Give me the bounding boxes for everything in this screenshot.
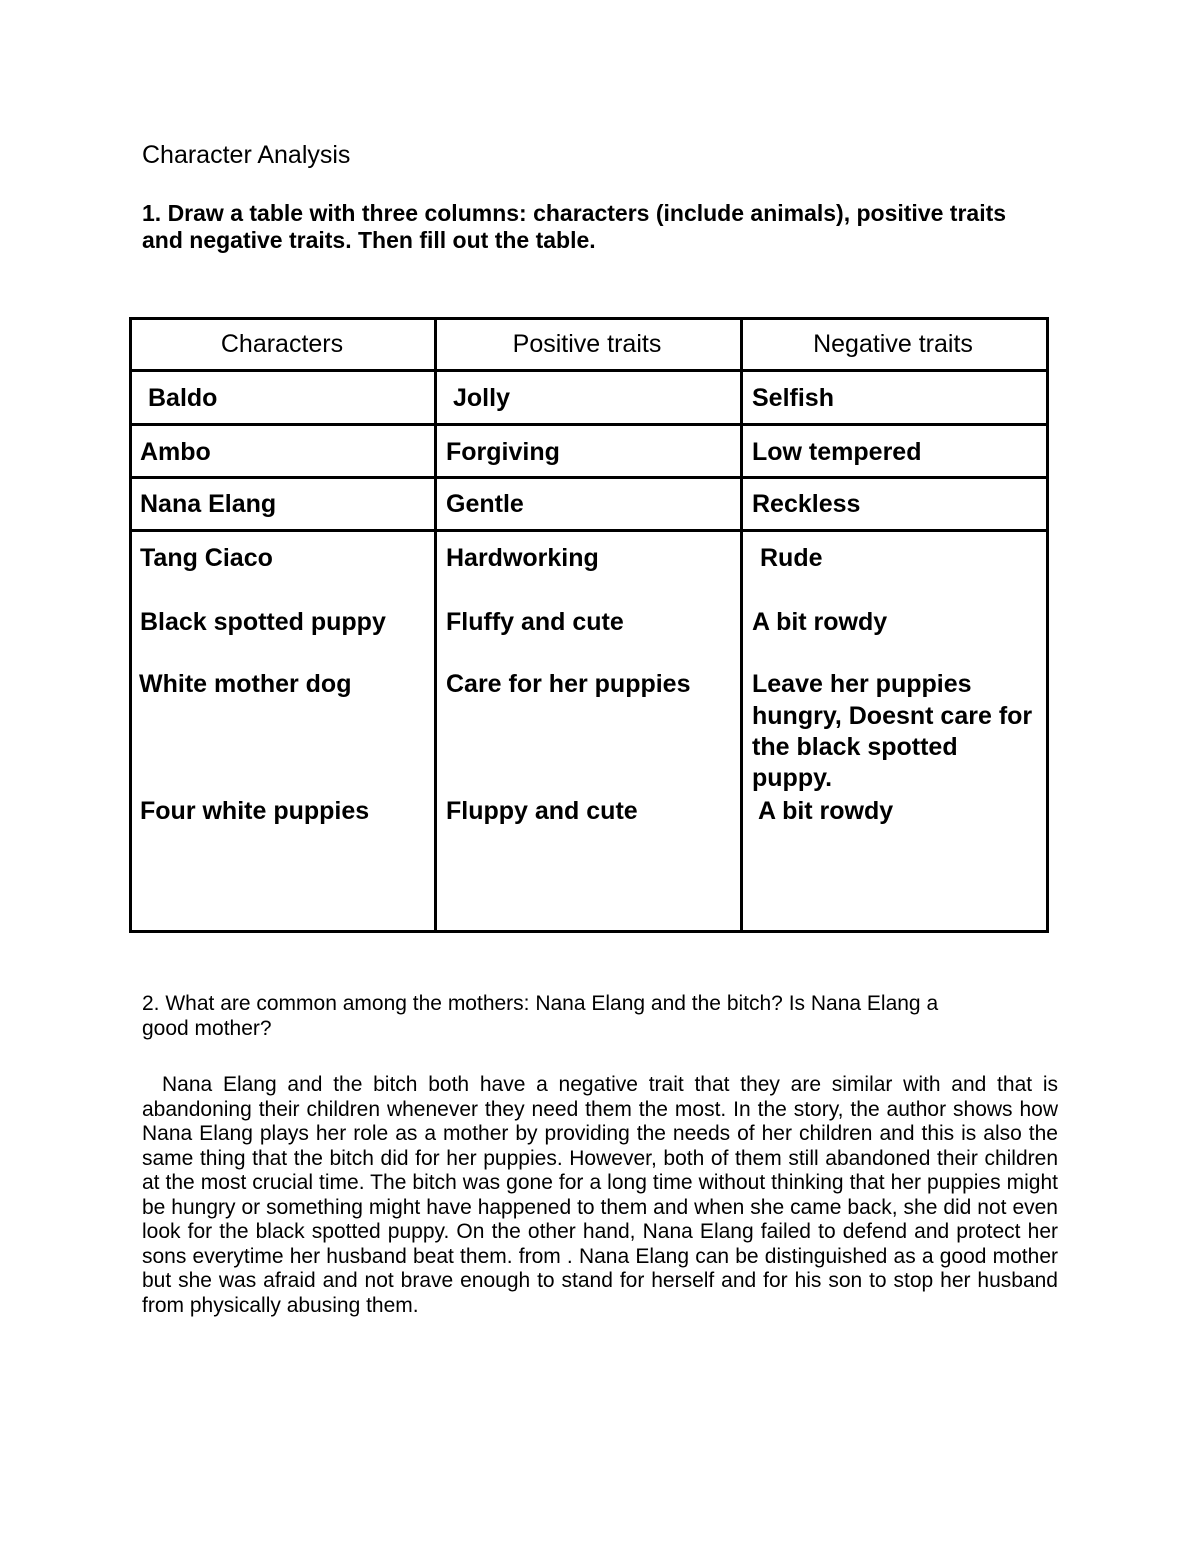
question-1-line: 1. Draw a table with three columns: characters (include animals), positive traits: [142, 200, 1007, 226]
table-row-divider: [129, 529, 1049, 532]
table-cell-negative: the black spotted: [752, 733, 958, 761]
table-border-right: [1046, 317, 1049, 933]
question-2-line: 2. What are common among the mothers: Nana Elang and the bitch? Is Nana Elang a: [142, 992, 939, 1015]
table-cell-positive: Care for her puppies: [446, 670, 691, 698]
table-cell-character: Tang Ciaco: [140, 544, 273, 572]
question-2-line: good mother?: [142, 1017, 272, 1040]
answer-paragraph: [142, 1073, 1058, 1318]
table-cell-negative: A bit rowdy: [752, 608, 888, 636]
table-column-divider: [740, 317, 743, 933]
table-cell-positive: Hardworking: [446, 544, 599, 572]
table-cell-negative: Rude: [760, 544, 823, 572]
table-cell-positive: Gentle: [446, 490, 524, 518]
question-2: [142, 991, 1062, 1041]
table-header-negative-traits: Negative traits: [813, 330, 973, 358]
table-header-positive-traits: Positive traits: [512, 330, 662, 358]
table-cell-negative: Low tempered: [752, 438, 922, 466]
table-row-divider: [129, 476, 1049, 479]
question-1-line: and negative traits. Then fill out the table.: [142, 227, 596, 253]
answer-text: Nana Elang and the bitch both have a negative trait that they are similar with and that is abandoning their children whenever they need them the most. In the story, the author shows how Nana Elang plays her role as a mother by providing the needs of her children and this is also the same thing that the bitch did for her puppies. However, both of them still abandoned their children at the most crucial time. The bitch was gone for a long time without thinking that her puppies might be hungry or something might have happened to them and when she came back, she did not even look for the black spotted puppy. On the other hand, Nana Elang failed to defend and protect her sons everytime her husband beat them. from . Nana Elang can be distinguished as a good mother but she was afraid and not brave enough to stand for herself and for his son to stop her husband from physically abusing them.: [142, 1073, 1058, 1317]
table-border-top: [129, 317, 1049, 320]
table-cell-negative: Selfish: [752, 384, 834, 412]
traits-table: [129, 317, 1049, 933]
table-cell-positive: Fluffy and cute: [446, 608, 624, 636]
table-cell-character: White mother dog: [139, 670, 352, 698]
table-cell-negative: puppy.: [752, 764, 833, 792]
table-cell-character: Baldo: [148, 384, 218, 412]
table-row-divider: [129, 423, 1049, 426]
question-1: [142, 200, 1042, 254]
table-cell-positive: Jolly: [453, 384, 510, 412]
table-cell-negative: Leave her puppies: [752, 670, 972, 698]
table-header-characters: Characters: [220, 330, 344, 358]
table-cell-negative: A bit rowdy: [758, 797, 894, 825]
table-cell-character: Nana Elang: [140, 490, 277, 518]
table-cell-negative: Reckless: [752, 490, 861, 518]
table-cell-positive: Forgiving: [446, 438, 560, 466]
table-cell-negative: hungry, Doesnt care for: [752, 702, 1033, 730]
table-row-divider: [129, 369, 1049, 372]
document-title: Character Analysis: [142, 141, 351, 169]
table-cell-character: Black spotted puppy: [140, 608, 386, 636]
table-border-left: [129, 317, 132, 933]
table-column-divider: [434, 317, 437, 933]
table-border-bottom: [129, 930, 1049, 933]
table-cell-character: Ambo: [140, 438, 211, 466]
table-cell-positive: Fluppy and cute: [446, 797, 638, 825]
table-cell-character: Four white puppies: [140, 797, 370, 825]
